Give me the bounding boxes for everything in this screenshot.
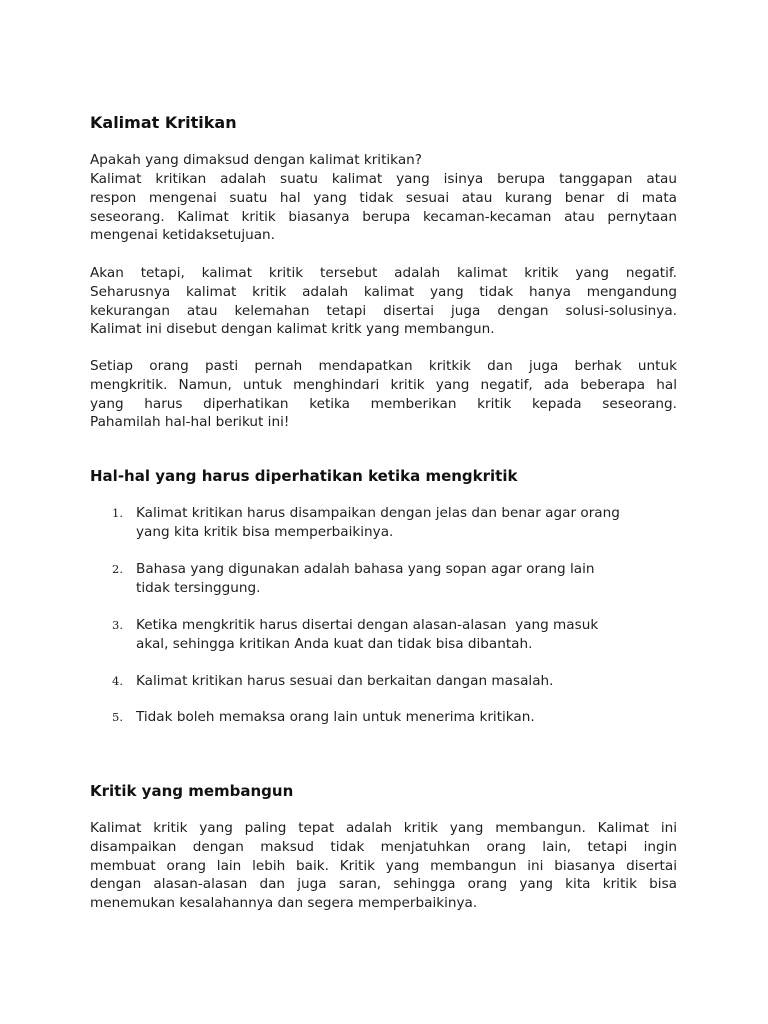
text-line: yang kita kritik bisa memperbaikinya. <box>136 523 394 540</box>
text-line: Kalimat kritikan adalah suatu kalimat yang isinya berupa tanggapan atau <box>90 171 677 187</box>
text-line: disampaikan dengan maksud tidak menjatuhkan orang lain, tetapi ingin <box>90 838 677 855</box>
paragraph-constructive <box>90 819 677 913</box>
paragraph-definition <box>90 170 677 245</box>
text-line: Kalimat kritikan harus sesuai dan berkaitan dangan masalah. <box>136 673 554 689</box>
text-line: mengenai ketidaksetujuan. <box>90 227 275 244</box>
text-line: Kalimat ini disebut dengan kalimat kritk yang membangun. <box>90 321 495 338</box>
section-heading-guidelines: Hal-hal yang harus diperhatikan ketika mengkritik <box>90 467 518 485</box>
list-number: 3. <box>112 618 123 632</box>
paragraph-negative-critique <box>90 264 677 339</box>
text-line: seseorang. Kalimat kritik biasanya berupa kecaman-kecaman atau pernytaan <box>90 208 677 225</box>
paragraph-everyone <box>90 357 677 432</box>
text-line: Tidak boleh memaksa orang lain untuk menerima kritikan. <box>136 709 535 725</box>
text-line: Bahasa yang digunakan adalah bahasa yang sopan agar orang lain <box>136 561 595 577</box>
intro-question <box>90 151 677 170</box>
document-title: Kalimat Kritikan <box>90 113 237 132</box>
text-line: Akan tetapi, kalimat kritik tersebut adalah kalimat kritik yang negatif. <box>90 265 677 281</box>
list-number: 2. <box>112 562 123 576</box>
text-line: menemukan kesalahannya dan segera memperbaikinya. <box>90 895 478 912</box>
text-line: yang harus diperhatikan ketika memberikan kritik kepada seseorang. <box>90 395 677 412</box>
text-line: Ketika mengkritik harus disertai dengan alasan-alasan yang masuk <box>136 617 599 633</box>
text-line: Kalimat kritikan harus disampaikan dengan jelas dan benar agar orang <box>136 505 620 521</box>
text-line: Setiap orang pasti pernah mendapatkan kritkik dan juga berhak untuk <box>90 358 677 374</box>
text-line: mengkritik. Namun, untuk menghindari kritik yang negatif, ada beberapa hal <box>90 376 677 393</box>
text-line: Seharusnya kalimat kritik adalah kalimat yang tidak hanya mengandung <box>90 283 677 300</box>
list-number: 1. <box>112 506 123 520</box>
text-line: kekurangan atau kelemahan tetapi disertai juga dengan solusi-solusinya. <box>90 302 677 319</box>
list-number: 4. <box>112 674 123 688</box>
text-line: tidak tersinggung. <box>136 579 261 596</box>
text-line: Pahamilah hal-hal berikut ini! <box>90 414 290 431</box>
text-line: respon mengenai suatu hal yang tidak sesuai atau kurang benar di mata <box>90 189 677 206</box>
text-line: membuat orang lain lebih baik. Kritik yang membangun ini biasanya disertai <box>90 857 677 874</box>
text-line: Apakah yang dimaksud dengan kalimat kritikan? <box>90 152 422 168</box>
text-line: Kalimat kritik yang paling tepat adalah kritik yang membangun. Kalimat ini <box>90 820 677 836</box>
section-heading-constructive: Kritik yang membangun <box>90 782 294 800</box>
text-line: akal, sehingga kritikan Anda kuat dan tidak bisa dibantah. <box>136 635 533 652</box>
list-number: 5. <box>112 710 123 724</box>
text-line: dengan alasan-alasan dan juga saran, sehingga orang yang kita kritik bisa <box>90 876 677 893</box>
